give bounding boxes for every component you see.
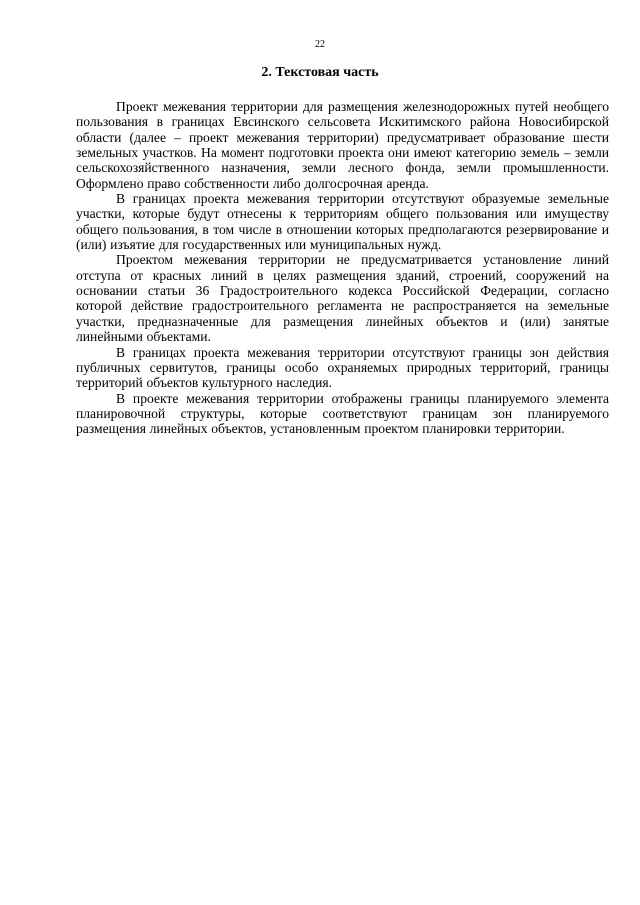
body-text: [76, 99, 609, 437]
paragraph: В проекте межевания территории отображены границы планируемого элемента планировочной структуры, которые соответствуют границам зон планируемого размещения линейных объектов, установленным проектом планировки территории.: [76, 390, 609, 437]
paragraph: В границах проекта межевания территории отсутствуют границы зон действия публичных сервитутов, границы особо охраняемых природных территорий, границы территорий объектов культурного наследия.: [76, 344, 609, 391]
paragraph: Проектом межевания территории не предусматривается установление линий отступа от красных линий в целях размещения зданий, строений, сооружений на основании статьи 36 Градостроительного кодекса Российской Федерации, согласно которой действие градостроительного регламента не распространяется на земельные участки, предназначенные для размещения линейных объектов и (или) занятые линейными объектами.: [76, 252, 609, 345]
paragraph: Проект межевания территории для размещения железнодорожных путей необщего пользования в границах Евсинского сельсовета Искитимского района Новосибирской области (далее – проект межевания территории) предусматривает образование шести земельных участков. На момент подготовки проекта они имеют категорию земель – земли сельскохозяйственного назначения, земли лесного фонда, земли промышленности. Оформлено право собственности либо долгосрочная аренда.: [76, 99, 609, 191]
page-number: 22: [315, 39, 325, 50]
section-title: 2. Текстовая часть: [261, 65, 379, 80]
paragraph: В границах проекта межевания территории отсутствуют образуемые земельные участки, которые будут отнесены к территориям общего пользования или имуществу общего пользования, в том числе в отношении которых предполагаются резервирование и (или) изъятие для государственных или муниципальных нужд.: [76, 191, 609, 253]
